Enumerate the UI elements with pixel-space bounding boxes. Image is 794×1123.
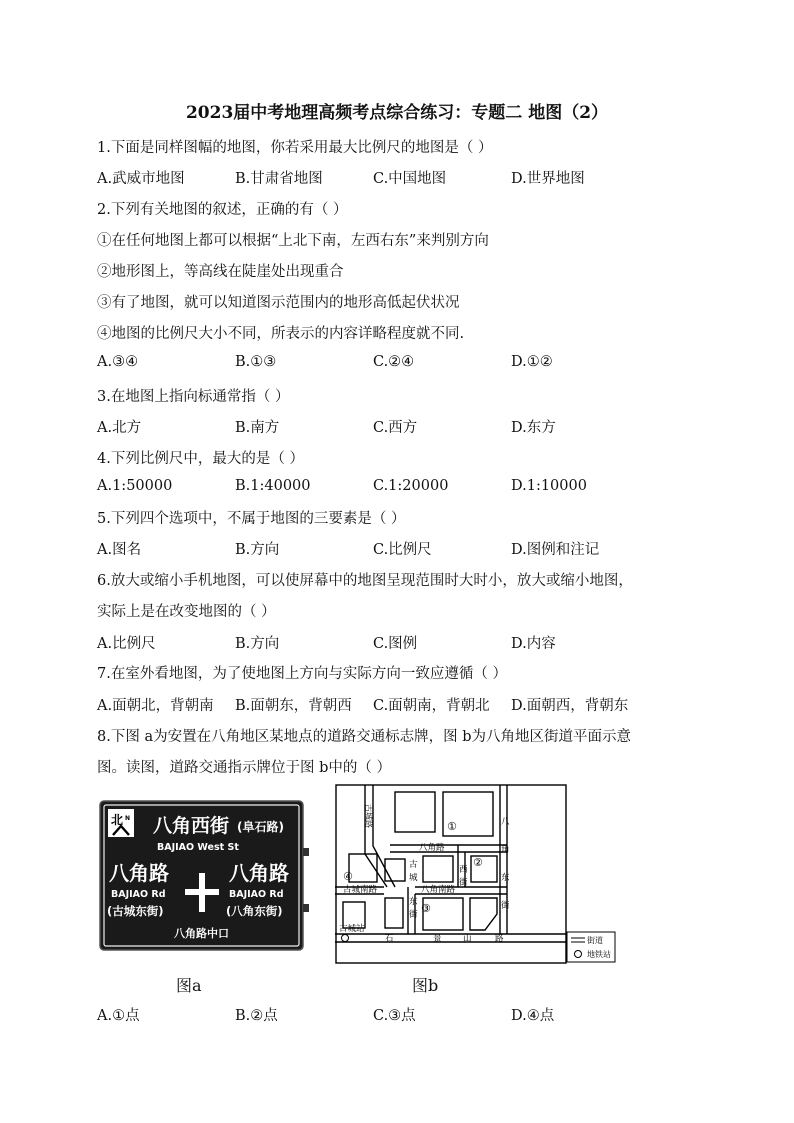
option-c: C.比例尺	[373, 542, 432, 558]
label-cheng: 城	[409, 873, 418, 883]
option-a: A.图名	[97, 542, 142, 558]
question-8-stem-2: 图。读图，道路交通指示牌位于图 b中的（ ）	[97, 760, 391, 776]
option-b: B.南方	[235, 420, 280, 436]
label-gucheng-south: 古城南路	[343, 885, 378, 895]
option-b: B.方向	[235, 542, 280, 558]
label-gu: 古	[409, 860, 418, 870]
option-a: A.①点	[97, 1008, 140, 1024]
option-b: B.甘肃省地图	[235, 171, 323, 187]
right-road-name: 八角路	[229, 861, 289, 885]
option-b: B.①③	[235, 354, 277, 370]
figure-a-road-sign	[99, 800, 315, 952]
option-a: A.面朝北，背朝南	[97, 698, 214, 714]
point-1: ①	[447, 820, 457, 833]
page-title: 2023届中考地理高频考点综合练习：专题二 地图（2）	[185, 103, 609, 123]
question-6-stem-2: 实际上是在改变地图的（ ）	[97, 604, 276, 620]
figure-b-street-map	[335, 784, 617, 966]
option-a: A.北方	[97, 420, 142, 436]
point-4: ④	[343, 870, 353, 883]
option-a: A.比例尺	[97, 636, 156, 652]
label-lu: 路	[495, 934, 504, 944]
option-b: B.②点	[235, 1008, 278, 1024]
right-road-en: BAJIAO Rd	[229, 889, 284, 900]
label-jie-gucheng: 街	[409, 910, 418, 920]
left-road-alt: (古城东街)	[107, 904, 164, 918]
option-b: B.面朝东，背朝西	[235, 698, 352, 714]
figure-b-caption: 图b	[412, 976, 439, 995]
option-d: D.1:10000	[511, 478, 587, 494]
question-2-stem: 2.下列有关地图的叙述，正确的有（ ）	[97, 202, 348, 218]
question-1-stem: 1.下面是同样图幅的地图，你若采用最大比例尺的地图是（ ）	[97, 140, 493, 156]
label-bajiao-south: 八角南路	[421, 885, 456, 895]
top-road-en: BAJIAO West St	[157, 842, 239, 853]
option-d: D.④点	[511, 1008, 555, 1024]
label-dong: 东	[501, 873, 510, 883]
option-a: A.③④	[97, 354, 139, 370]
option-c: C.1:20000	[373, 478, 449, 494]
question-2-statement-2: ②地形图上，等高线在陡崖处出现重合	[97, 264, 344, 280]
option-c: C.西方	[373, 420, 418, 436]
question-2-statement-3: ③有了地图，就可以知道图示范围内的地形高低起伏状况	[97, 295, 460, 311]
option-d: D.①②	[511, 354, 553, 370]
street-bajiao-road	[390, 845, 507, 852]
question-2-statement-1: ①在任何地图上都可以根据“上北下南，左西右东”来判别方向	[97, 233, 489, 249]
map-legend	[567, 932, 615, 962]
option-b: B.方向	[235, 636, 280, 652]
question-3-stem: 3.在地图上指向标通常指（ ）	[97, 389, 290, 405]
label-jing: 景	[433, 934, 442, 944]
right-road-alt: (八角东街)	[226, 904, 283, 918]
legend-street-label: 街道	[587, 936, 603, 945]
label-bajiao-road: 八角路	[419, 843, 445, 853]
legend-subway-label: 地铁站	[587, 950, 611, 959]
question-4-stem: 4.下列比例尺中，最大的是（ ）	[97, 451, 304, 467]
option-d: D.内容	[511, 636, 556, 652]
north-label: 北	[111, 813, 124, 827]
question-6-stem: 6.放大或缩小手机地图，可以使屏幕中的地图呈现范围时大时小，放大或缩小地图，	[97, 573, 633, 589]
top-road-name: 八角西街	[153, 815, 230, 837]
street-bajiao-dongjie	[500, 785, 507, 934]
left-road-name: 八角路	[109, 861, 169, 885]
label-shi: 石	[385, 934, 394, 944]
option-c: C.③点	[373, 1008, 416, 1024]
option-c: C.面朝南，背朝北	[373, 698, 490, 714]
north-n-label: N	[125, 815, 131, 822]
question-7-stem: 7.在室外看地图，为了使地图上方向与实际方向一致应遵循（ ）	[97, 666, 507, 682]
label-xi: 西	[459, 865, 468, 875]
point-3: ③	[421, 902, 431, 915]
label-dong-gucheng: 东	[409, 897, 418, 907]
question-8-stem: 8.下图 a为安置在八角地区某地点的道路交通标志牌，图 b为八角地区街道平面示意	[97, 729, 631, 745]
subway-station-icon	[342, 935, 349, 942]
label-jie-east: 街	[501, 901, 510, 911]
option-a: A.1:50000	[97, 478, 173, 494]
street-gucheng-road	[365, 785, 395, 887]
question-2-statement-4: ④地图的比例尺大小不同，所表示的内容详略程度就不同.	[97, 326, 465, 342]
sign-bottom-label: 八角路中口	[174, 927, 229, 940]
street-shijingshan-road	[335, 934, 566, 942]
top-road-alt: (阜石路)	[237, 820, 284, 834]
option-c: C.中国地图	[373, 171, 447, 187]
question-5-stem: 5.下列四个选项中，不属于地图的三要素是（ ）	[97, 511, 406, 527]
option-b: B.1:40000	[235, 478, 311, 494]
option-c: C.②④	[373, 354, 415, 370]
label-shan: 山	[463, 934, 472, 944]
left-road-en: BAJIAO Rd	[111, 889, 166, 900]
label-ba: 八	[501, 817, 510, 827]
option-a: A.武威市地图	[97, 171, 185, 187]
option-d: D.面朝西，背朝东	[511, 698, 629, 714]
option-d: D.世界地图	[511, 171, 585, 187]
point-2: ②	[473, 856, 483, 869]
label-jiao: 角	[501, 845, 510, 855]
label-jie: 街	[459, 878, 468, 888]
label-gucheng-road: 古城路	[364, 804, 373, 828]
option-d: D.图例和注记	[511, 542, 600, 558]
option-d: D.东方	[511, 420, 556, 436]
figure-a-caption: 图a	[176, 976, 202, 995]
option-c: C.图例	[373, 636, 418, 652]
label-gucheng-station: 古城站	[339, 924, 365, 934]
